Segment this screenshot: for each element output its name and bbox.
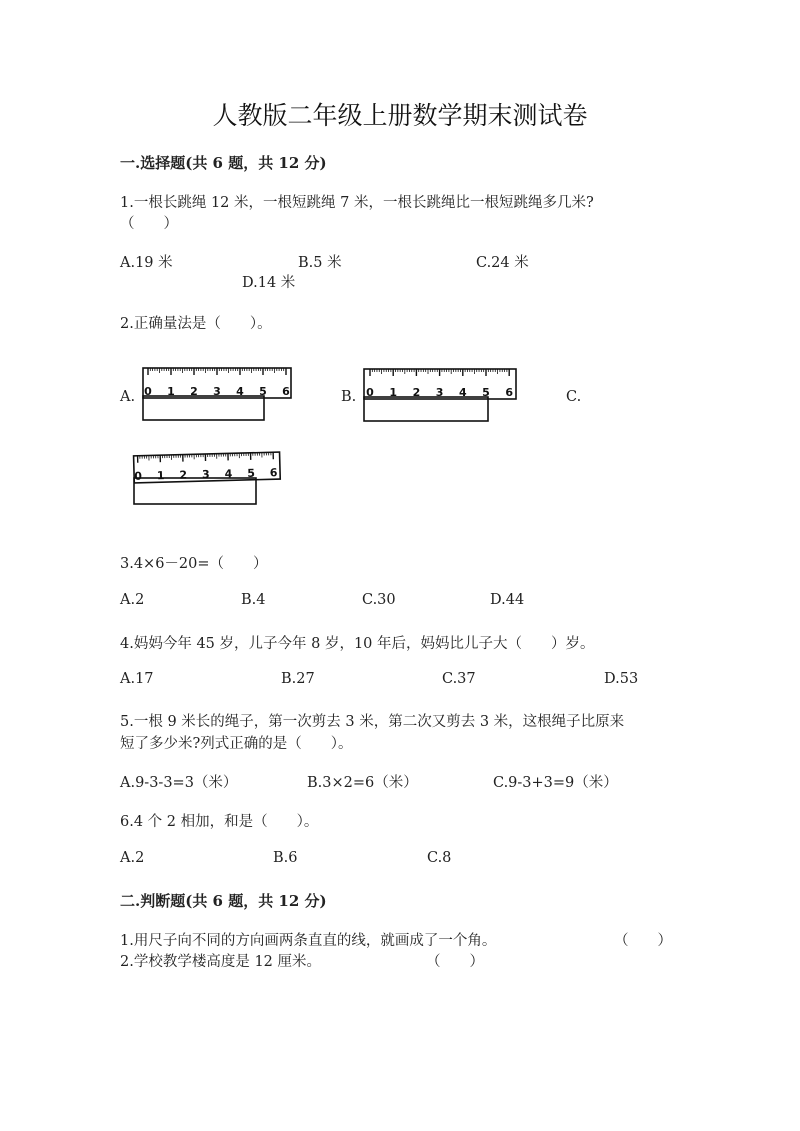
ruler-number: 5 bbox=[259, 385, 267, 398]
ruler-number: 4 bbox=[236, 385, 244, 398]
q1-option-d[interactable]: D.14 米 bbox=[242, 275, 296, 291]
q5-option-a[interactable]: A.9-3-3=3（米） bbox=[120, 775, 238, 791]
question-4-text: 4.妈妈今年 45 岁，儿子今年 8 岁，10 年后，妈妈比儿子大（ ）岁。 bbox=[120, 636, 595, 652]
ruler-body bbox=[364, 369, 516, 399]
ruler-number: 6 bbox=[505, 386, 514, 399]
ruler-number: 2 bbox=[412, 386, 421, 399]
ruler-number: 1 bbox=[389, 386, 398, 399]
judgment-1-blank[interactable]: （ ） bbox=[614, 933, 672, 949]
ruler-number: 6 bbox=[282, 385, 290, 398]
question-3-text: 3.4×6－20=（ ） bbox=[120, 556, 268, 572]
ruler-number: 1 bbox=[167, 385, 175, 398]
q3-option-b[interactable]: B.4 bbox=[241, 592, 266, 608]
ruler-number: 4 bbox=[224, 467, 233, 481]
q2-option-b-label[interactable]: B. bbox=[341, 389, 357, 405]
question-1-text: 1.一根长跳绳 12 米，一根短跳绳 7 米，一根长跳绳比一根短跳绳多几米? bbox=[120, 195, 594, 211]
q4-option-a[interactable]: A.17 bbox=[120, 671, 154, 687]
q3-option-d[interactable]: D.44 bbox=[490, 592, 525, 608]
judgment-2-text: 2.学校教学楼高度是 12 厘米。 bbox=[120, 954, 322, 970]
ruler-number: 3 bbox=[213, 385, 221, 398]
ruler-number: 0 bbox=[366, 386, 374, 399]
q2-option-c-label[interactable]: C. bbox=[566, 389, 582, 405]
question-2-text: 2.正确量法是（ ）。 bbox=[120, 316, 272, 332]
q6-option-b[interactable]: B.6 bbox=[273, 850, 298, 866]
ruler-number: 4 bbox=[458, 386, 467, 399]
ruler-diagram-a bbox=[140, 366, 300, 426]
q5-option-c[interactable]: C.9-3+3=9（米） bbox=[493, 775, 618, 791]
question-5-text-line1: 5.一根 9 米长的绳子，第一次剪去 3 米，第二次又剪去 3 米，这根绳子比原来 bbox=[120, 714, 625, 730]
ruler-number: 3 bbox=[435, 386, 444, 399]
ruler-diagram-c bbox=[130, 452, 290, 512]
q4-option-c[interactable]: C.37 bbox=[442, 671, 476, 687]
ruler-body bbox=[143, 368, 291, 398]
judgment-1-text: 1.用尺子向不同的方向画两条直直的线，就画成了一个角。 bbox=[120, 933, 497, 949]
ruler-number: 5 bbox=[482, 386, 490, 399]
judgment-2-blank[interactable]: （ ） bbox=[426, 954, 484, 970]
page-title: 人教版二年级上册数学期末测试卷 bbox=[212, 101, 588, 130]
ruler-number: 0 bbox=[144, 385, 152, 398]
q1-option-a[interactable]: A.19 米 bbox=[120, 255, 173, 271]
measured-object bbox=[143, 396, 264, 420]
q3-option-a[interactable]: A.2 bbox=[120, 592, 145, 608]
q1-option-b[interactable]: B.5 米 bbox=[298, 255, 342, 271]
ruler-number: 3 bbox=[201, 467, 210, 482]
ruler-diagram-b bbox=[362, 369, 522, 429]
q6-option-a[interactable]: A.2 bbox=[120, 850, 145, 866]
question-1-blank: （ ） bbox=[120, 216, 178, 232]
q3-option-c[interactable]: C.30 bbox=[362, 592, 396, 608]
ruler-number: 0 bbox=[134, 469, 143, 483]
q6-option-c[interactable]: C.8 bbox=[427, 850, 452, 866]
ruler-number: 5 bbox=[247, 466, 256, 480]
question-6-text: 6.4 个 2 相加，和是（ ）。 bbox=[120, 814, 319, 830]
ruler-number: 2 bbox=[179, 468, 188, 482]
q4-option-b[interactable]: B.27 bbox=[281, 671, 315, 687]
section-header-judgment: 二.判断题(共 6 题，共 12 分) bbox=[120, 892, 327, 910]
q1-option-c[interactable]: C.24 米 bbox=[476, 255, 529, 271]
measured-object bbox=[364, 397, 488, 421]
ruler-number: 1 bbox=[156, 469, 165, 483]
q5-option-b[interactable]: B.3×2=6（米） bbox=[307, 775, 418, 791]
q2-option-a-label[interactable]: A. bbox=[120, 389, 136, 405]
question-5-text-line2: 短了多少米?列式正确的是（ ）。 bbox=[120, 736, 353, 752]
ruler-number: 2 bbox=[190, 385, 198, 398]
ruler-number: 6 bbox=[269, 466, 278, 480]
q4-option-d[interactable]: D.53 bbox=[604, 671, 639, 687]
section-header-choice: 一.选择题(共 6 题，共 12 分) bbox=[120, 154, 327, 172]
